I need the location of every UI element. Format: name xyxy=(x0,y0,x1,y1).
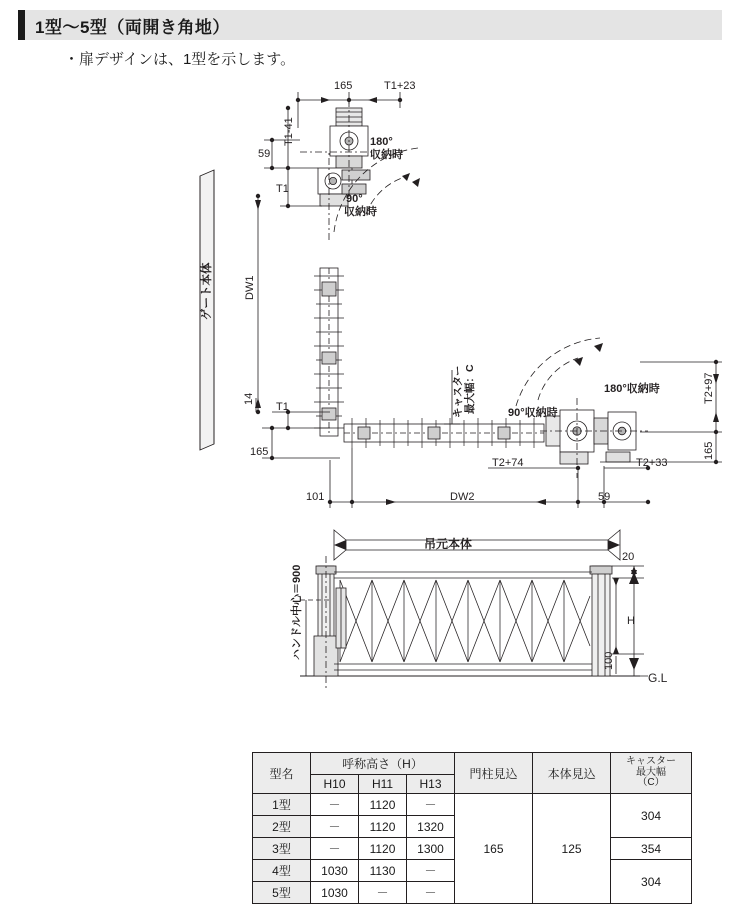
dim-165-left: 165 xyxy=(250,446,269,458)
cell-h11: 1120 xyxy=(359,794,407,816)
cell-model: 5型 xyxy=(253,882,311,904)
dim-t1-41: T1-41 xyxy=(283,117,295,146)
cell-h10: － xyxy=(311,794,359,816)
dim-h: H xyxy=(627,615,635,627)
cell-h11: 1120 xyxy=(359,838,407,860)
label-90-store-top-1: 90° xyxy=(346,193,363,205)
cell-model: 1型 xyxy=(253,794,311,816)
cell-h13: － xyxy=(407,860,455,882)
label-90-store-top-2: 収納時 xyxy=(344,206,377,218)
spec-table xyxy=(252,752,692,904)
th-caster-max: キャスター 最大幅 （C） xyxy=(611,753,692,794)
cell-h10: － xyxy=(311,816,359,838)
dim-dw2: DW2 xyxy=(450,491,475,503)
label-180-store-top-2: 収納時 xyxy=(370,149,403,161)
cell-h13: － xyxy=(407,794,455,816)
design-note: ・扉デザインは、1型を示します。 xyxy=(64,51,296,68)
th-model: 型名 xyxy=(253,753,311,794)
cell-caster-1: 304 xyxy=(611,794,692,838)
label-gl: G.L xyxy=(648,671,668,685)
cell-body-width: 125 xyxy=(533,794,611,904)
table-header-row-1 xyxy=(253,753,692,775)
dim-t1-upper: T1 xyxy=(276,183,289,195)
dim-100: 100 xyxy=(603,651,615,670)
cell-caster-3: 304 xyxy=(611,860,692,904)
plan-horizontal-gate xyxy=(344,418,544,448)
dim-t1-23: T1+23 xyxy=(384,80,416,92)
th-h11: H11 xyxy=(359,775,407,794)
plan-vertical-gate xyxy=(314,268,344,436)
dim-59: 59 xyxy=(258,148,271,160)
th-h13: H13 xyxy=(407,775,455,794)
dim-101: 101 xyxy=(306,491,325,503)
cell-h10: 1030 xyxy=(311,860,359,882)
label-180-store-right: 180°収納時 xyxy=(604,383,660,395)
label-handle-height: ハンドル中心＝900 xyxy=(291,564,303,660)
dim-dw1: DW1 xyxy=(244,275,256,300)
label-hinge-body: 吊元本体 xyxy=(424,537,473,551)
page-title: 1型～5型（両開き角地） xyxy=(35,17,230,37)
label-180-store-top-1: 180° xyxy=(370,136,393,148)
plan-top-post-cluster xyxy=(300,100,372,206)
cell-caster-2: 354 xyxy=(611,838,692,860)
cell-h11: 1120 xyxy=(359,816,407,838)
th-post-width: 門柱見込 xyxy=(455,753,533,794)
label-caster-max-2: 最大幅：C xyxy=(464,364,476,414)
elevation-lattice xyxy=(340,580,590,662)
cell-model: 2型 xyxy=(253,816,311,838)
th-h10: H10 xyxy=(311,775,359,794)
dim-14: 14 xyxy=(243,392,255,405)
th-body-width: 本体見込 xyxy=(533,753,611,794)
cell-model: 4型 xyxy=(253,860,311,882)
cell-model: 3型 xyxy=(253,838,311,860)
dim-165-right: 165 xyxy=(703,441,715,460)
dim-59-right: 59 xyxy=(598,491,611,503)
cell-h11: － xyxy=(359,882,407,904)
dim-t2-33: T2+33 xyxy=(636,457,668,469)
dim-165-top: 165 xyxy=(334,80,353,92)
table-row xyxy=(253,794,692,816)
cell-h10: 1030 xyxy=(311,882,359,904)
cell-post-width: 165 xyxy=(455,794,533,904)
cell-h10: － xyxy=(311,838,359,860)
dim-t2-74: T2+74 xyxy=(492,457,524,469)
label-gate-body: ゲート本体 xyxy=(201,262,213,320)
cell-h13: － xyxy=(407,882,455,904)
th-nominal-height: 呼称高さ（H） xyxy=(311,753,455,775)
cell-h11: 1130 xyxy=(359,860,407,882)
dim-20: 20 xyxy=(622,551,635,563)
cell-h13: 1320 xyxy=(407,816,455,838)
label-90-store-right: 90°収納時 xyxy=(508,407,558,419)
label-caster-max-1: キャスター xyxy=(452,365,464,418)
cell-h13: 1300 xyxy=(407,838,455,860)
dim-t1-lower: T1 xyxy=(276,401,289,413)
dim-t2-97: T2+97 xyxy=(703,372,715,404)
